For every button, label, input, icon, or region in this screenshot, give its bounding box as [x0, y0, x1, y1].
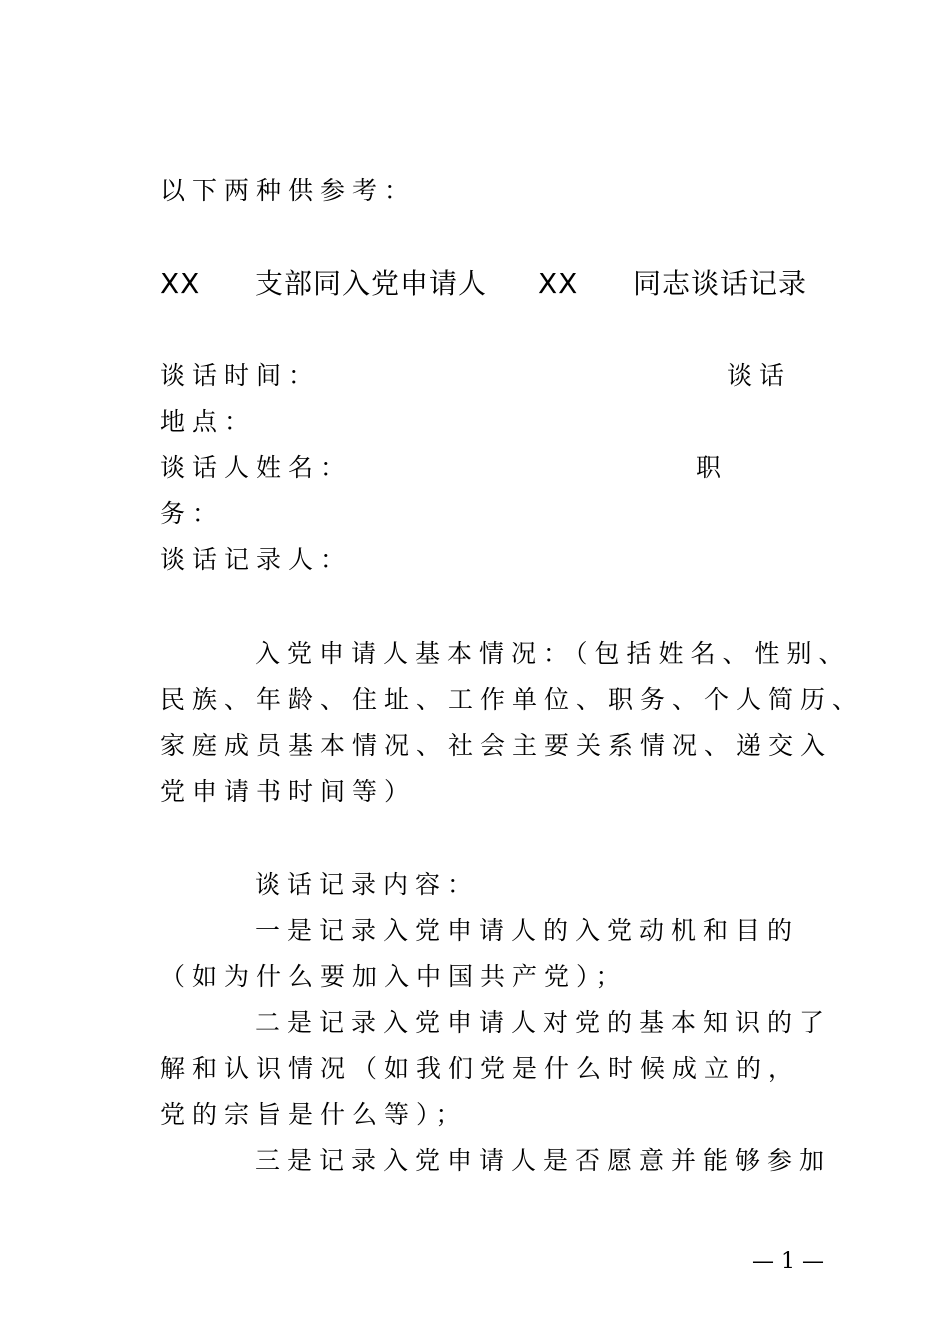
- record-item-2-line-3: 党的宗旨是什么等）；: [160, 1100, 468, 1129]
- title-branch-placeholder: XX: [160, 267, 201, 300]
- record-heading: 谈话记录内容：: [255, 870, 480, 899]
- recorder-label: 谈话记录人：: [160, 545, 353, 574]
- record-item-1-line-1: 一是记录入党申请人的入党动机和目的: [255, 916, 800, 945]
- record-item-1-line-2: （如为什么要加入中国共产党）；: [160, 962, 628, 991]
- basic-info-line-4: 党申请书时间等）: [160, 777, 417, 806]
- record-item-2-line-1: 二是记录入党申请人对党的基本知识的了: [255, 1008, 832, 1037]
- talker-name-label: 谈话人姓名：: [160, 453, 353, 482]
- title-part-1: 支部同入党申请人: [255, 267, 488, 300]
- talk-place-label-start: 谈话: [727, 361, 792, 390]
- record-item-3-line-1: 三是记录入党申请人是否愿意并能够参加: [255, 1146, 832, 1175]
- talk-place-label-end: 地点：: [160, 407, 257, 436]
- title-name-placeholder: XX: [538, 267, 579, 300]
- basic-info-line-1: 入党申请人基本情况：（包括姓名、性别、: [255, 639, 851, 668]
- title-part-2: 同志谈话记录: [633, 267, 808, 300]
- basic-info-line-3: 家庭成员基本情况、社会主要关系情况、递交入: [160, 731, 833, 760]
- basic-info-line-2: 民族、年龄、住址、工作单位、职务、个人简历、: [160, 685, 865, 714]
- position-label-end: 务：: [160, 499, 225, 528]
- talk-time-label: 谈话时间：: [160, 361, 321, 390]
- record-item-2-line-2: 解和认识情况（如我们党是什么时候成立的，: [160, 1054, 801, 1083]
- position-label-start: 职: [696, 453, 729, 482]
- intro-text: 以下两种供参考：: [160, 176, 417, 205]
- page-number: — 1 —: [752, 1249, 824, 1274]
